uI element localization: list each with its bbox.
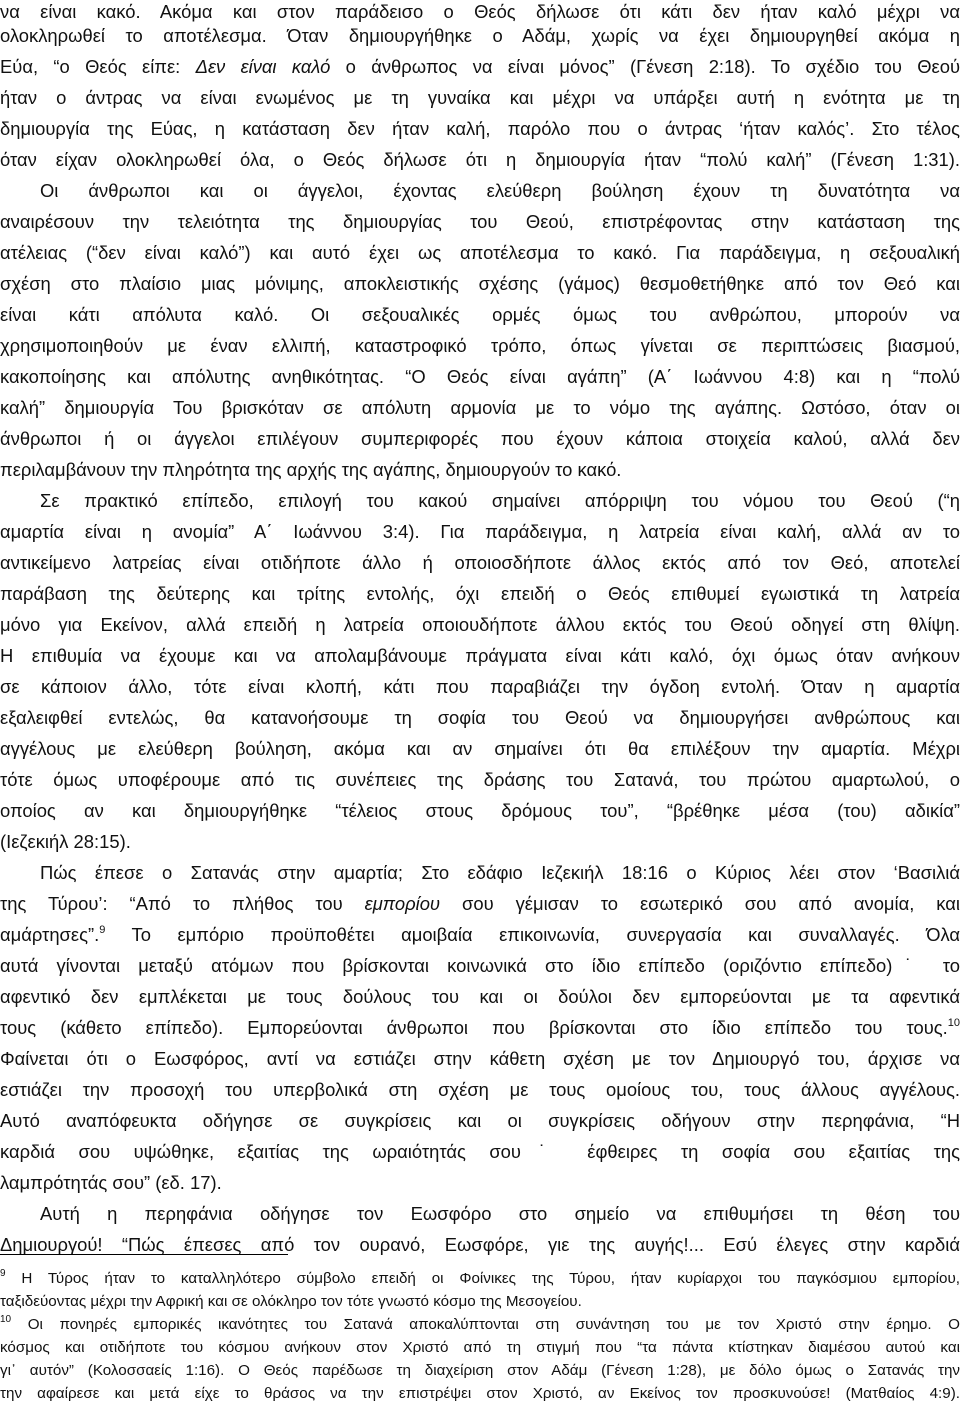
footnote-line: γι᾽ αυτόν” (Κολοσσαείς 1:16). Ο Θεός παρέδωσε τη διαχείριση στον Αδάμ (Γένεση 1:28), με δόλο όμως ο Σατανάς την (0, 1362, 960, 1379)
text-line: σε κάποιον άλλο, τότε είναι κλοπή, κάτι που παραβιάζει την όγδοη εντολή. Όταν η αμαρτία (0, 676, 960, 697)
text-line: χρησιμοποιηθούν με έναν ελλιπή, καταστροφικό τρόπο, όπως γίνεται σε περιπτώσεις βιασμού, (0, 335, 960, 356)
footnote-line: κόσμος και οτιδήποτε του κόσμου ανήκουν στον Χριστό από τη στιγμή που “τα πάντα κτίστηκαν διαμέσου αυτού και (0, 1339, 960, 1356)
text-line: εξαλειφθεί εντελώς, θα κατανοήσουμε τη σοφία του Θεού να δημιουργήσει ανθρώπους και (0, 707, 960, 728)
text-line: Εύα, “ο Θεός είπε: Δεν είναι καλό ο άνθρωπος να είναι μόνος” (Γένεση 2:18). Το σχέδιο του Θεού (0, 56, 960, 77)
text-line: αγγέλους με ελεύθερη βούληση, ακόμα και αν σημαίνει ότι θα επιλέξουν την αμαρτία. Μέχρι (0, 738, 960, 759)
text-line: Αυτό αναπόφευκτα οδήγησε σε συγκρίσεις και οι συγκρίσεις οδήγουν στην περηφάνια, “Η (0, 1110, 960, 1131)
text-line: τότε όμως υποφέρουμε από τις συνέπειες της δράσης του Σατανά, του πρώτου αμαρτωλού, ο (0, 769, 960, 790)
text-line: σχέση στο πλαίσιο μιας μόνιμης, αποκλειστικής σχέσης (γάμος) θεσμοθετήθηκε από τον Θεό και (0, 273, 960, 294)
text-line: λαμπρότητάς σου” (εδ. 17). (0, 1172, 222, 1193)
text-line: να είναι κακό. Ακόμα και στον παράδεισο ο Θεός δήλωσε ότι κάτι δεν ήταν καλό μέχρι να (0, 1, 960, 22)
footnote-number: 10 (0, 1314, 12, 1325)
text-line: Σε πρακτικό επίπεδο, επιλογή του κακού σημαίνει απόρριψη του νόμου του Θεού (“η (40, 490, 960, 511)
text-line: Πώς έπεσε ο Σατανάς στην αμαρτία; Στο εδάφιο Ιεζεκιήλ 18:16 ο Κύριος λέει στον ‘Βασιλιά (40, 862, 960, 883)
text-line: καλή” δημιουργία Του βρισκόταν σε απόλυτη αρμονία με το νόμο της αγάπης. Ωστόσο, όταν οι (0, 397, 960, 418)
text-line: αντικείμενο λατρείας είναι οτιδήποτε άλλο ή οποιοσδήποτε άλλος εκτός από τον Θεό, αποτελεί (0, 552, 960, 573)
text-line: Οι άνθρωποι και οι άγγελοι, έχοντας ελεύθερη βούληση έχουν τη δυνατότητα να (40, 180, 960, 201)
footnote-line: ταξιδεύοντας μέχρι την Αφρική και σε ολόκληρο τον τότε γνωστό κόσμο της Μεσογείου. (0, 1293, 582, 1310)
text-line: δημιουργία της Εύας, η κατάσταση δεν ήταν καλή, παρόλο που ο άντρας ‘ήταν καλός’. Στο τέλος (0, 118, 960, 139)
text-line: αυτά γίνονται μεταξύ ατόμων που βρίσκονται κοινωνικά στο ίδιο επίπεδο (οριζόντιο επίπεδο)˙ το (0, 955, 960, 976)
text-line: αφεντικό δεν εμπλέκεται με τους δούλους του και οι δούλοι δεν εμπορεύονται με τα αφεντικά (0, 986, 960, 1007)
text-line: περιλαμβάνουν την πληρότητα της αρχής της αγάπης, δημιουργούν το κακό. (0, 459, 622, 480)
text-line: μόνο για Εκείνον, αλλά επειδή η λατρεία οποιουδήποτε άλλου εκτός του Θεού οδηγεί στη θλίψη. (0, 614, 960, 635)
text-line: (Ιεζεκιήλ 28:15). (0, 831, 131, 852)
italic-word: εμπορίου (364, 893, 441, 914)
footnote-ref-10[interactable]: 10 (947, 1017, 960, 1029)
text-line: Αυτή η περηφάνια οδήγησε τον Εωσφόρο στο σημείο να επιθυμήσει τη θέση του (40, 1203, 960, 1224)
footnote-line: $^9$ Η Τύρος ήταν το καταλληλότερο σύμβολο επειδή οι Φοίνικες της Τύρου, ήταν κυρίαρχοι του παγκόσμιου εμπορίου, (0, 1268, 960, 1287)
text-line: κακοποίησης και απόλυτης ανηθικότητας. “Ο Θεός είναι αγάπη” (Α΄ Ιωάννου 4:8) και η “πολύ (0, 366, 960, 387)
footnote-line: $^{10}$ Οι πονηρές εμπορικές ικανότητες του Σατανά αποκαλύπτονται στη συνάντηση του με τον Χριστό στην έρημο. Ο (0, 1314, 960, 1333)
italic-quote: Δεν είναι καλό (195, 56, 331, 77)
text-line: Η επιθυμία να έχουμε και να απολαμβάνουμε πράγματα είναι κάτι καλό, όχι όμως όταν ανήκουν (0, 645, 960, 666)
text-line: οποίος αν και δημιουργήθηκε “τέλειος στους δρόμους του”, “βρέθηκε μέσα (του) αδικία” (0, 800, 960, 821)
footnote-line: την αφαίρεσε και μετά είχε το θράσος να την επιστρέψει στον Χριστό, αν Εκείνος τον προσκυνούσε! (Ματθαίος 4:9). (0, 1385, 960, 1402)
text-line: καρδιά σου υψώθηκε, εξαιτίας της ωραιότητάς σου˙ έφθειρες τη σοφία σου εξαιτίας της (0, 1141, 960, 1162)
footnote-number: 9 (0, 1268, 6, 1279)
text-line: ολοκληρωθεί το αποτέλεσμα. Όταν δημιουργήθηκε ο Αδάμ, χωρίς να έχει δημιουργηθεί ακόμα η (0, 25, 960, 46)
text-line: άνθρωποι ή οι άγγελοι επιλέγουν συμπεριφορές που έχουν κάποια στοιχεία καλού, αλλά δεν (0, 428, 960, 449)
text-line: αναιρέσουν την τελειότητα της δημιουργίας του Θεού, επιστρέφοντας στην κατάσταση της (0, 211, 960, 232)
text-line: τους (κάθετο επίπεδο). Εμπορεύονται άνθρωποι που βρίσκονται στο ίδιο επίπεδο του τους.$^{10}$ (0, 1017, 960, 1038)
text-line: αμαρτία είναι η ανομία” Α΄ Ιωάννου 3:4). Για παράδειγμα, η λατρεία είναι καλή, αλλά αν το (0, 521, 960, 542)
footnote-ref-9[interactable]: 9 (99, 924, 106, 936)
text-line: ατέλειας (“δεν είναι καλό”) και αυτό έχει ως αποτέλεσμα το κακό. Για παράδειγμα, η σεξουαλική (0, 242, 960, 263)
text-line: ήταν ο άντρας να είναι ενωμένος με τη γυναίκα και μέχρι να υπάρξει αυτή η ενότητα με τη (0, 87, 960, 108)
text-line: Φαίνεται ότι ο Εωσφόρος, αντί να εστιάζει στην κάθετη σχέση με τον Δημιουργό του, άρχισε να (0, 1048, 960, 1069)
text-line: παράβαση της δεύτερης και τρίτης εντολής, όχι επειδή ο Θεός επιθυμεί εγωιστικά τη λατρεία (0, 583, 960, 604)
footnote-separator (0, 1254, 288, 1255)
text-line: εστιάζει την προσοχή του υπερβολικά στη σχέση με τους ομοίους του, τους άλλους αγγέλους. (0, 1079, 960, 1100)
text-line: όταν είχαν ολοκληρωθεί όλα, ο Θεός δήλωσε ότι η δημιουργία ήταν “πολύ καλή” (Γένεση 1:31). (0, 149, 960, 170)
text-line: είναι κάτι απόλυτα καλό. Οι σεξουαλικές ορμές όμως του ανθρώπου, μπορούν να (0, 304, 960, 325)
text-line: αμάρτησες”.$^9$ Το εμπόριο προϋποθέτει αμοιβαία επικοινωνία, συνεργασία και συναλλαγές. Όλα (0, 924, 960, 945)
text-line: Δημιουργού! “Πώς έπεσες από τον ουρανό, Εωσφόρε, γιε της αυγής!... Εσύ έλεγες στην καρδιά (0, 1234, 960, 1255)
text-line: της Τύρου’: “Από το πλήθος του εμπορίου σου γέμισαν το εσωτερικό σου από ανομία, και (0, 893, 960, 914)
